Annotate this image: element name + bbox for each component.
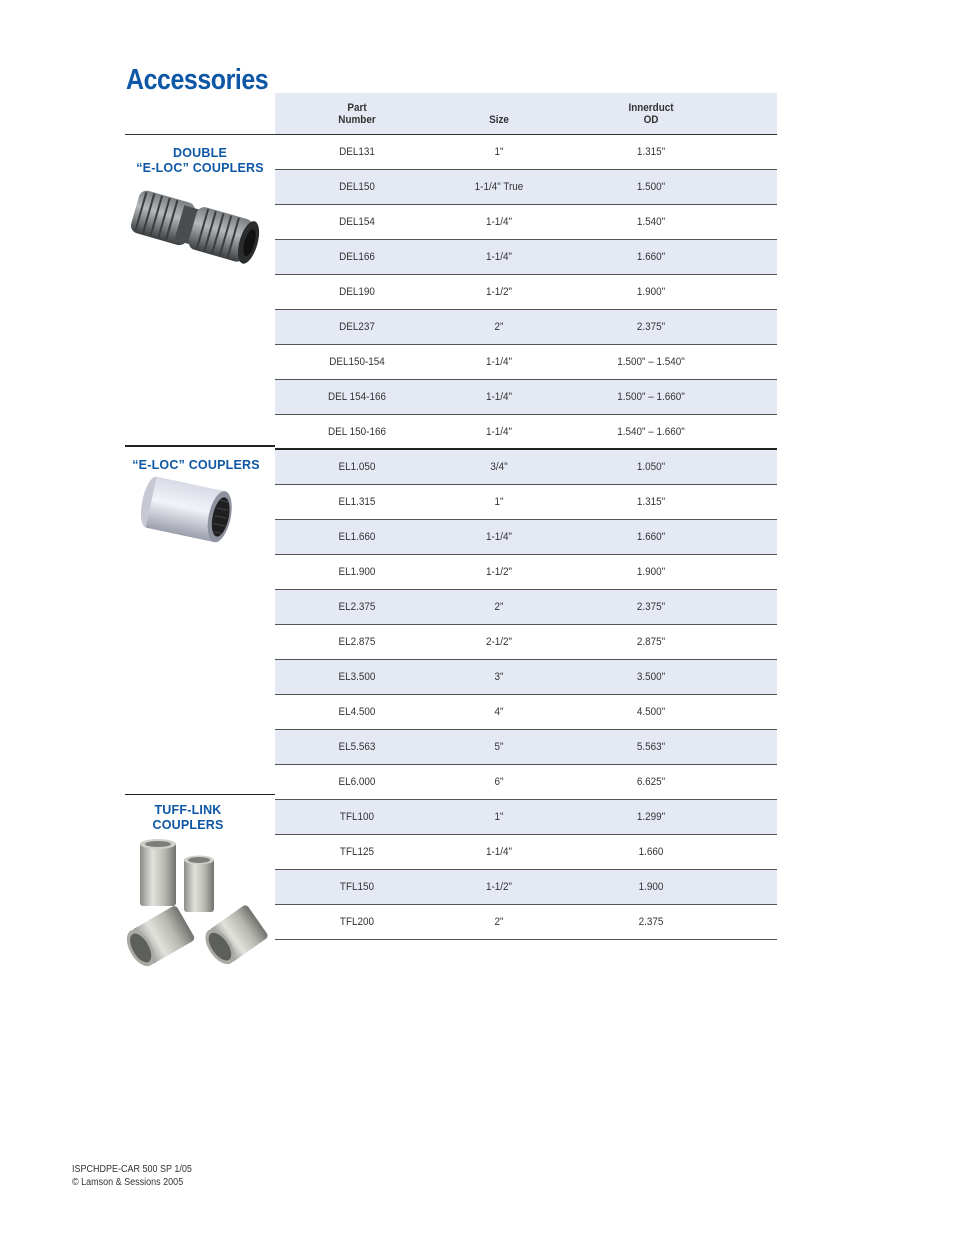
section-label-line: DOUBLE — [173, 146, 227, 160]
cell-innerduct-od: 2.375" — [636, 601, 666, 613]
cell-size: 1-1/2" — [485, 566, 513, 578]
cell-innerduct-od: 1.500" — [636, 181, 666, 193]
cell-size: 1-1/2" — [485, 881, 513, 893]
table-row — [275, 800, 777, 835]
cell-innerduct-od: 2.375" — [636, 321, 666, 333]
cell-part-number: EL2.375 — [338, 601, 376, 613]
table-row — [275, 520, 777, 555]
footer-doc-code: ISPCHDPE-CAR 500 SP 1/05 — [72, 1164, 192, 1175]
cell-innerduct-od: 1.540" – 1.660" — [617, 425, 685, 438]
table-row — [275, 625, 777, 660]
table-row — [275, 345, 777, 380]
cell-part-number: EL1.050 — [338, 461, 376, 473]
cell-part-number: DEL166 — [339, 251, 375, 263]
cell-part-number: EL5.563 — [338, 741, 376, 753]
section-label-line: “E-LOC” COUPLERS — [132, 458, 260, 472]
table-row — [275, 730, 777, 765]
cell-innerduct-od: 2.875" — [636, 636, 666, 648]
table-row — [275, 695, 777, 730]
cell-part-number: DEL154 — [339, 216, 375, 228]
cell-size: 1-1/2" — [485, 286, 513, 298]
table-row — [275, 590, 777, 625]
cell-innerduct-od: 1.540" — [636, 216, 666, 228]
cell-part-number: DEL 154-166 — [328, 391, 386, 403]
header-size: Size — [489, 114, 509, 126]
table-row — [275, 835, 777, 870]
tuff-link-coupler-icon — [120, 838, 270, 970]
cell-size: 3/4" — [490, 461, 508, 473]
table-row — [275, 660, 777, 695]
table-row — [275, 240, 777, 275]
table-row — [275, 765, 777, 800]
section-label-line: COUPLERS — [152, 818, 224, 832]
header-od-line1: Innerduct — [628, 102, 674, 114]
cell-part-number: DEL150 — [339, 181, 375, 193]
cell-innerduct-od: 1.660" — [636, 531, 666, 543]
cell-size: 1-1/4" — [485, 356, 513, 368]
cell-size: 1" — [494, 146, 504, 158]
cell-size: 2" — [494, 321, 504, 333]
cell-innerduct-od: 1.660" — [636, 251, 666, 263]
footer — [72, 1163, 192, 1189]
table-header — [275, 93, 777, 134]
cell-innerduct-od: 1.050" — [636, 461, 666, 473]
table-row — [275, 205, 777, 240]
header-part-line1: Part — [347, 102, 367, 114]
header-innerduct-od — [615, 102, 687, 126]
cell-part-number: DEL237 — [339, 321, 375, 333]
cell-part-number: TFL200 — [339, 916, 375, 928]
table-row — [275, 310, 777, 345]
table-row — [275, 170, 777, 205]
cell-part-number: DEL190 — [339, 286, 375, 298]
cell-size: 1-1/4" — [485, 531, 513, 543]
table-row — [275, 905, 777, 940]
cell-part-number: DEL 150-166 — [328, 425, 386, 438]
cell-innerduct-od: 2.375 — [638, 916, 664, 928]
header-part-line2: Number — [338, 114, 376, 126]
table-row — [275, 450, 777, 485]
cell-part-number: TFL125 — [339, 846, 375, 858]
cell-part-number: EL6.000 — [338, 776, 376, 788]
cell-innerduct-od: 1.900" — [636, 566, 666, 578]
cell-size: 1-1/4" True — [474, 181, 524, 193]
section-label-tuff-link — [128, 803, 248, 833]
cell-innerduct-od: 3.500" — [636, 671, 666, 683]
cell-part-number: TFL150 — [339, 881, 375, 893]
cell-part-number: EL1.660 — [338, 531, 376, 543]
section-label-line: TUFF-LINK — [154, 803, 222, 817]
cell-size: 1-1/4" — [485, 216, 513, 228]
cell-innerduct-od: 1.500" – 1.660" — [617, 391, 685, 403]
cell-part-number: EL3.500 — [338, 671, 376, 683]
table-row — [275, 870, 777, 905]
footer-copyright: © Lamson & Sessions 2005 — [72, 1177, 184, 1188]
cell-innerduct-od: 5.563" — [636, 741, 666, 753]
cell-size: 2" — [494, 916, 504, 928]
eloc-coupler-icon — [138, 476, 238, 548]
table-row — [275, 415, 777, 450]
cell-innerduct-od: 1.900" — [636, 286, 666, 298]
cell-size: 1-1/4" — [485, 251, 513, 263]
header-part-number — [321, 102, 393, 126]
cell-part-number: TFL100 — [339, 811, 375, 823]
table-row — [275, 380, 777, 415]
cell-innerduct-od: 1.299" — [636, 811, 666, 823]
cell-innerduct-od: 4.500" — [636, 706, 666, 718]
section-label-double-eloc — [130, 146, 270, 176]
table-row — [275, 485, 777, 520]
section-label-line: “E-LOC” COUPLERS — [136, 161, 264, 175]
cell-size: 1-1/4" — [485, 425, 513, 438]
cell-size: 1-1/4" — [485, 846, 513, 858]
cell-size: 3" — [494, 671, 504, 683]
section-divider-eloc — [125, 445, 275, 447]
header-od-line2: OD — [643, 114, 659, 126]
cell-innerduct-od: 1.315" — [636, 496, 666, 508]
page-title: Accessories — [126, 64, 269, 96]
cell-part-number: EL2.875 — [338, 636, 376, 648]
cell-part-number: EL4.500 — [338, 706, 376, 718]
cell-innerduct-od: 1.660 — [638, 846, 664, 858]
section-divider-tuff-link — [125, 794, 275, 795]
cell-size: 5" — [494, 741, 504, 753]
double-coupler-icon — [126, 184, 270, 276]
cell-size: 2-1/2" — [485, 636, 513, 648]
cell-innerduct-od: 1.900 — [638, 881, 664, 893]
cell-size: 1" — [494, 811, 504, 823]
table-row — [275, 555, 777, 590]
section-label-eloc — [126, 458, 266, 473]
cell-size: 1" — [494, 496, 504, 508]
cell-part-number: DEL131 — [339, 146, 375, 158]
cell-innerduct-od: 6.625" — [636, 776, 666, 788]
table-row — [275, 275, 777, 310]
cell-size: 4" — [494, 706, 504, 718]
cell-part-number: EL1.900 — [338, 566, 376, 578]
cell-size: 1-1/4" — [485, 391, 513, 403]
cell-part-number: EL1.315 — [338, 496, 376, 508]
cell-innerduct-od: 1.500" – 1.540" — [617, 356, 685, 368]
cell-innerduct-od: 1.315" — [636, 146, 666, 158]
cell-size: 2" — [494, 601, 504, 613]
table-row — [275, 135, 777, 170]
accessories-table — [275, 135, 777, 940]
cell-size: 6" — [494, 776, 504, 788]
cell-part-number: DEL150-154 — [329, 356, 385, 368]
